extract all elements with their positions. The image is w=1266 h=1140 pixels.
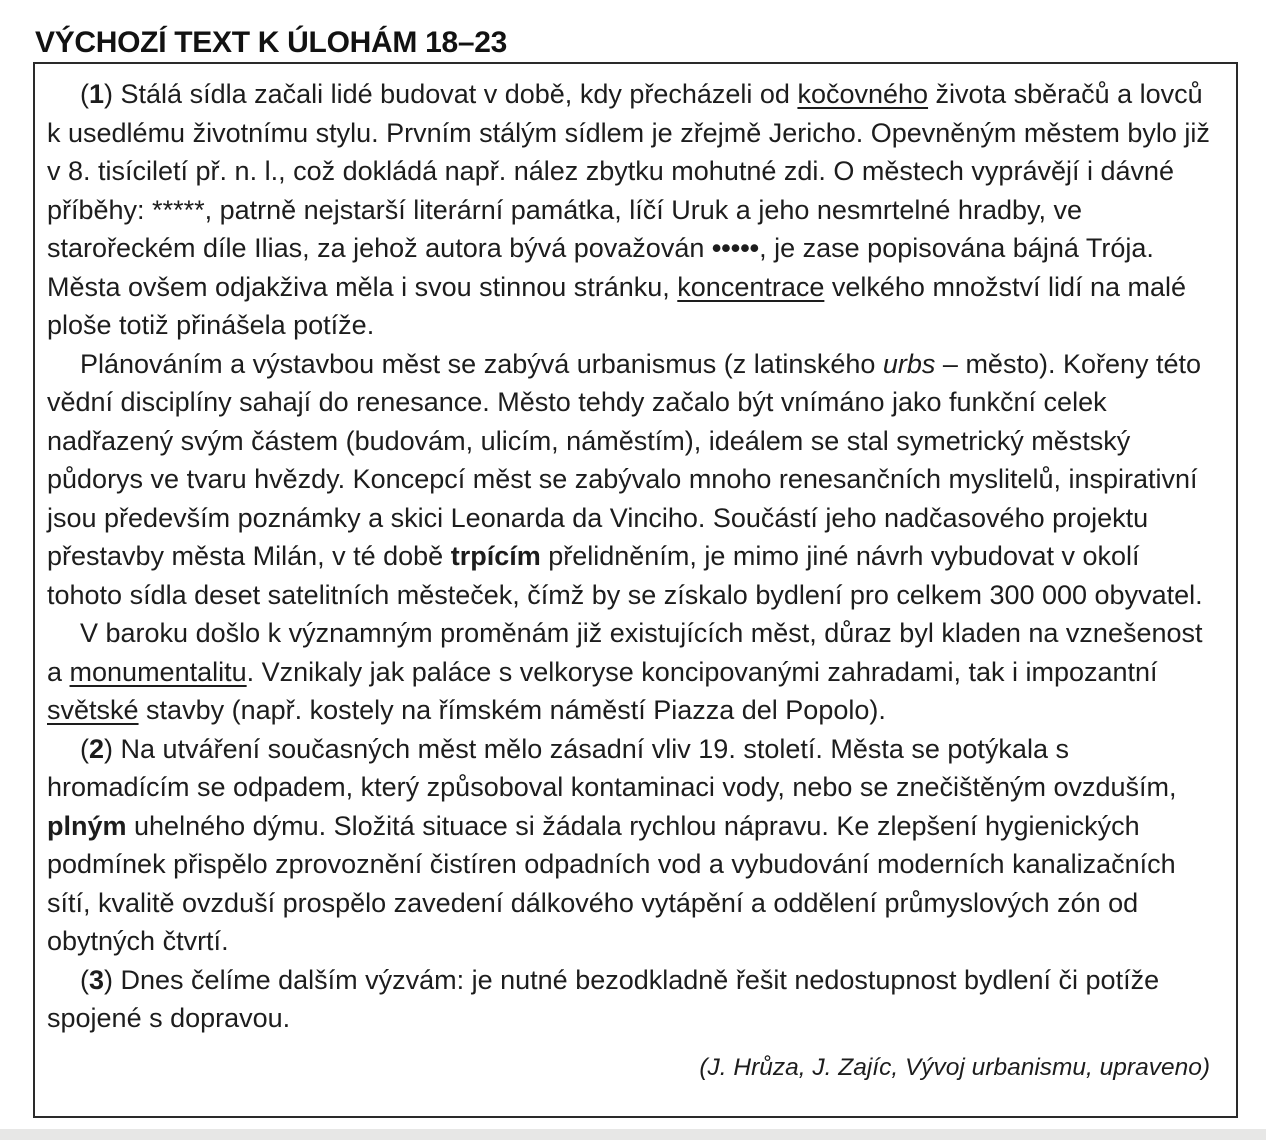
text-segment: velkého množství lidí na malé ploše totiž přinášela potíže. xyxy=(47,271,1187,340)
underlined-term: koncentrace xyxy=(677,271,825,302)
text-segment: ) Na utváření současných měst mělo zásadní vliv 19. století. Města se potýkala s hromadícím se odpadem, který způsoboval kontaminaci vody, nebo se znečištěným ovzduším, xyxy=(47,733,1177,802)
paragraph-2 xyxy=(47,345,1212,615)
text-segment: uhelného dýmu. Složitá situace si žádala rychlou nápravu. Ke zlepšení hygienických podmínek přispělo zprovoznění čistíren odpadních vod a vybudování moderních kanalizačních sítí, kvalitě ovzduší prospělo zavedení dálkového vytápění a oddělení průmyslových zón od obytných čtvrtí. xyxy=(47,810,1176,956)
source-text-box xyxy=(33,62,1238,1118)
source-citation: (J. Hrůza, J. Zajíc, Vývoj urbanismu, upraveno) xyxy=(699,1053,1210,1081)
paragraph-5 xyxy=(47,961,1212,1038)
text-segment: . Vznikaly jak paláce s velkoryse koncipovanými zahradami, tak i impozantní xyxy=(246,656,1158,687)
text-segment: přelidněním, je mimo jiné návrh vybudovat v okolí tohoto sídla deset satelitních městeček, čímž by se získalo bydlení pro celkem 300 000 obyvatel. xyxy=(47,541,1203,610)
bold-term: trpícím xyxy=(450,541,541,571)
text-segment: – město). Kořeny této vědní disciplíny sahají do renesance. Město tehdy začalo být vnímáno jako funkční celek nadřazený svým částem (budovám, ulicím, náměstím), ideálem se stal symetrický městský půdorys ve tvaru hvězdy. Koncepcí měst se zabývalo mnoho renesančních myslitelů, inspirativní jsou především poznámky a skici Leonarda da Vinciho. Součástí jeho nadčasového projektu přestavby města Milán, v té době xyxy=(47,348,1202,571)
text-segment: Plánováním a výstavbou měst se zabývá urbanismus (z latinského xyxy=(80,348,883,379)
source-text-paragraphs xyxy=(47,75,1212,1038)
underlined-term: světské xyxy=(47,695,139,725)
underlined-term: monumentalitu xyxy=(69,656,247,687)
bold-term: ••••• xyxy=(711,233,760,263)
text-segment: V baroku došlo k významným proměnám již existujících měst, důraz byl kladen na vznešenost a xyxy=(47,618,1203,687)
bold-term: 1 xyxy=(89,79,105,109)
bold-term: plným xyxy=(47,810,127,841)
text-segment: života sběračů a lovců k usedlému životnímu stylu. Prvním stálým sídlem je zřejmě Jericho. Opevněným městem bylo již v 8. tisíciletí př. n. l., což dokládá např. nález zbytku mohutné zdi. O městech vyprávějí i dávné příběhy: *****, patrně nejstarší literární památka, líčí Uruk a jeho nesmrtelné hradby, ve starořeckém díle Ilias, za jehož autora bývá považován xyxy=(47,79,1210,263)
text-segment: ( xyxy=(80,79,89,109)
text-segment: ) Dnes čelíme dalším výzvám: je nutné bezodkladně řešit nedostupnost bydlení či potíže spojené s dopravou. xyxy=(47,964,1160,1033)
bold-term: 3 xyxy=(89,964,105,995)
italic-term: urbs xyxy=(882,348,936,379)
paragraph-3 xyxy=(47,614,1212,730)
paragraph-4 xyxy=(47,730,1212,961)
viewport-edge-strip xyxy=(0,1129,1266,1140)
text-segment: ) Stálá sídla začali lidé budovat v době, kdy přecházeli od xyxy=(104,79,798,109)
underlined-term: kočovného xyxy=(797,79,929,109)
text-segment: stavby (např. kostely na římském náměstí Piazza del Popolo). xyxy=(138,695,886,725)
page-title: VÝCHOZÍ TEXT K ÚLOHÁM 18–23 xyxy=(35,26,507,60)
text-segment: ( xyxy=(80,964,89,995)
paragraph-1 xyxy=(47,75,1212,345)
bold-term: 2 xyxy=(89,733,105,764)
text-segment: ( xyxy=(80,733,89,764)
text-segment: , je zase popisována bájná Trója. Města ovšem odjakživa měla i svou stinnou stránku, xyxy=(47,233,1154,302)
